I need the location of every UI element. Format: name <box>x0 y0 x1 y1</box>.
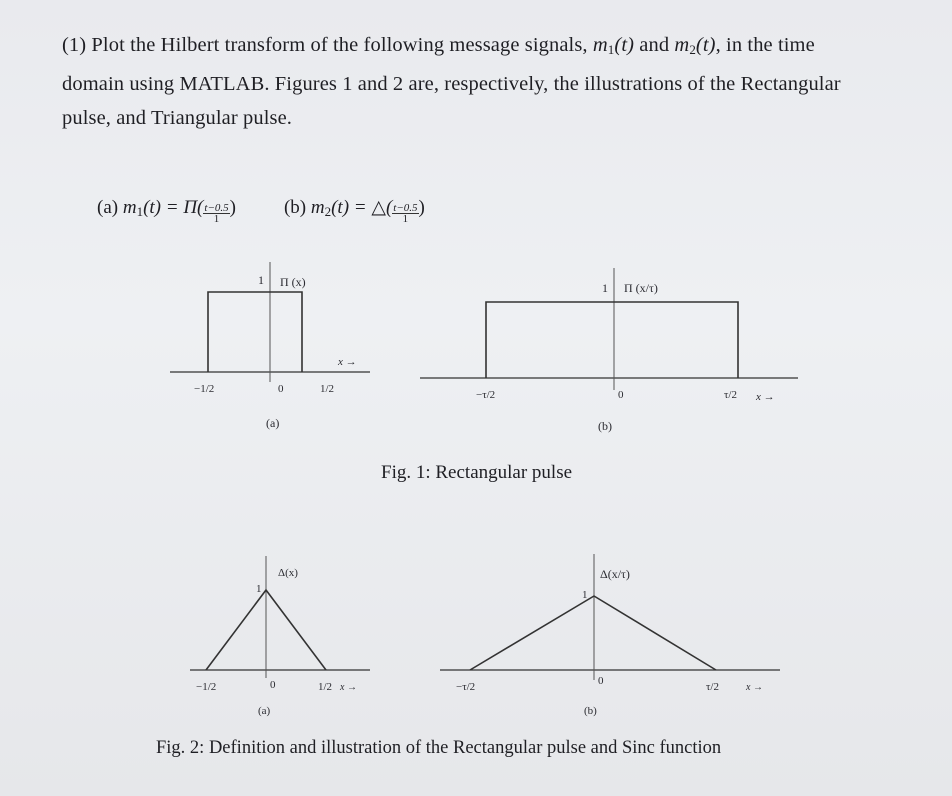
part-a-denominator: 1 <box>213 213 220 225</box>
fig1b-rect-plot <box>420 268 810 438</box>
problem-text-end: , in the time <box>715 34 815 56</box>
part-a-expr: (t) = Π( <box>143 197 204 218</box>
conjunction: and <box>634 34 675 56</box>
part-a <box>97 197 236 224</box>
part-b-denominator: 1 <box>402 213 409 225</box>
fig2a-left-tick: −1/2 <box>196 681 217 693</box>
fig1a-pulse <box>208 292 302 372</box>
fig1a-func-label: Π (x) <box>280 275 306 289</box>
fig2a-axis-label: x → <box>340 682 357 693</box>
fig2b-panel-label: (b) <box>584 705 597 717</box>
fig2a-func-label: Δ(x) <box>278 567 298 579</box>
m1-argument: (t) <box>614 34 635 56</box>
part-b-close: ) <box>418 197 425 218</box>
fig1b-right-tick: τ/2 <box>724 389 737 401</box>
problem-line-2: domain using MATLAB. Figures 1 and 2 are, respectively, the illustrations of the Rectangular <box>62 73 841 95</box>
fig2b-origin: 0 <box>598 675 604 687</box>
part-a-label: (a) <box>97 197 123 218</box>
fig1b-height-label: 1 <box>602 281 608 295</box>
part-b-sub: 2 <box>324 204 332 219</box>
m1-subscript: 1 <box>607 42 615 57</box>
fig2a-right-tick: 1/2 <box>318 681 333 693</box>
fig2b-height-label: 1 <box>582 589 588 601</box>
fig2a-tri-plot <box>190 556 390 726</box>
m2-argument: (t) <box>695 34 716 56</box>
part-b <box>284 196 425 224</box>
fig1b-pulse <box>486 302 738 378</box>
fig1b-func-label: Π (x/τ) <box>624 281 658 295</box>
fig2b-left-tick: −τ/2 <box>456 681 476 693</box>
fig1b-panel-label: (b) <box>598 419 612 433</box>
part-b-label: (b) <box>283 197 311 218</box>
fig2a-panel-label: (a) <box>258 705 271 717</box>
fig2b-pulse <box>470 596 716 670</box>
fig2b-tri-plot <box>440 554 790 724</box>
signal-definitions <box>97 196 425 224</box>
part-b-fraction <box>392 203 418 224</box>
fig2b-right-tick: τ/2 <box>706 681 719 693</box>
part-b-numerator: t−0.5 <box>393 202 418 214</box>
fig1b-axis-label: x → <box>756 391 775 403</box>
m2-symbol: m <box>674 34 690 56</box>
fig1a-panel-label: (a) <box>266 416 280 430</box>
fig1a-rect-plot <box>170 262 390 442</box>
fig1a-origin: 0 <box>278 383 284 395</box>
problem-line-1 <box>62 28 912 67</box>
fig2a-origin: 0 <box>270 679 276 691</box>
fig1b-left-tick: −τ/2 <box>476 389 496 401</box>
fig2-caption: Fig. 2: Definition and illustration of the Rectangular pulse and Sinc function <box>156 738 722 758</box>
part-b-expr: (t) = △( <box>331 197 393 218</box>
m2-subscript: 2 <box>689 42 696 57</box>
fig1b-origin: 0 <box>618 389 624 401</box>
part-a-sub: 1 <box>136 204 144 219</box>
problem-text: (1) Plot the Hilbert transform of the following message signals, <box>62 34 593 56</box>
fig1a-height-label: 1 <box>258 273 264 287</box>
problem-statement <box>62 28 912 135</box>
fig1a-right-tick: 1/2 <box>320 383 335 395</box>
part-a-fraction <box>203 203 229 224</box>
part-a-close: ) <box>229 197 236 218</box>
fig2b-func-label: Δ(x/τ) <box>600 567 630 581</box>
fig2a-height-label: 1 <box>256 583 262 595</box>
fig1-caption: Fig. 1: Rectangular pulse <box>381 462 573 483</box>
part-a-numerator: t−0.5 <box>204 202 229 214</box>
part-a-func: m <box>122 197 137 218</box>
fig1a-axis-label: x → <box>338 356 357 368</box>
m1-symbol: m <box>592 34 608 56</box>
part-b-func: m <box>310 197 325 218</box>
fig2b-axis-label: x → <box>746 682 763 693</box>
fig1a-left-tick: −1/2 <box>194 383 215 395</box>
problem-line-3: pulse, and Triangular pulse. <box>62 107 292 129</box>
